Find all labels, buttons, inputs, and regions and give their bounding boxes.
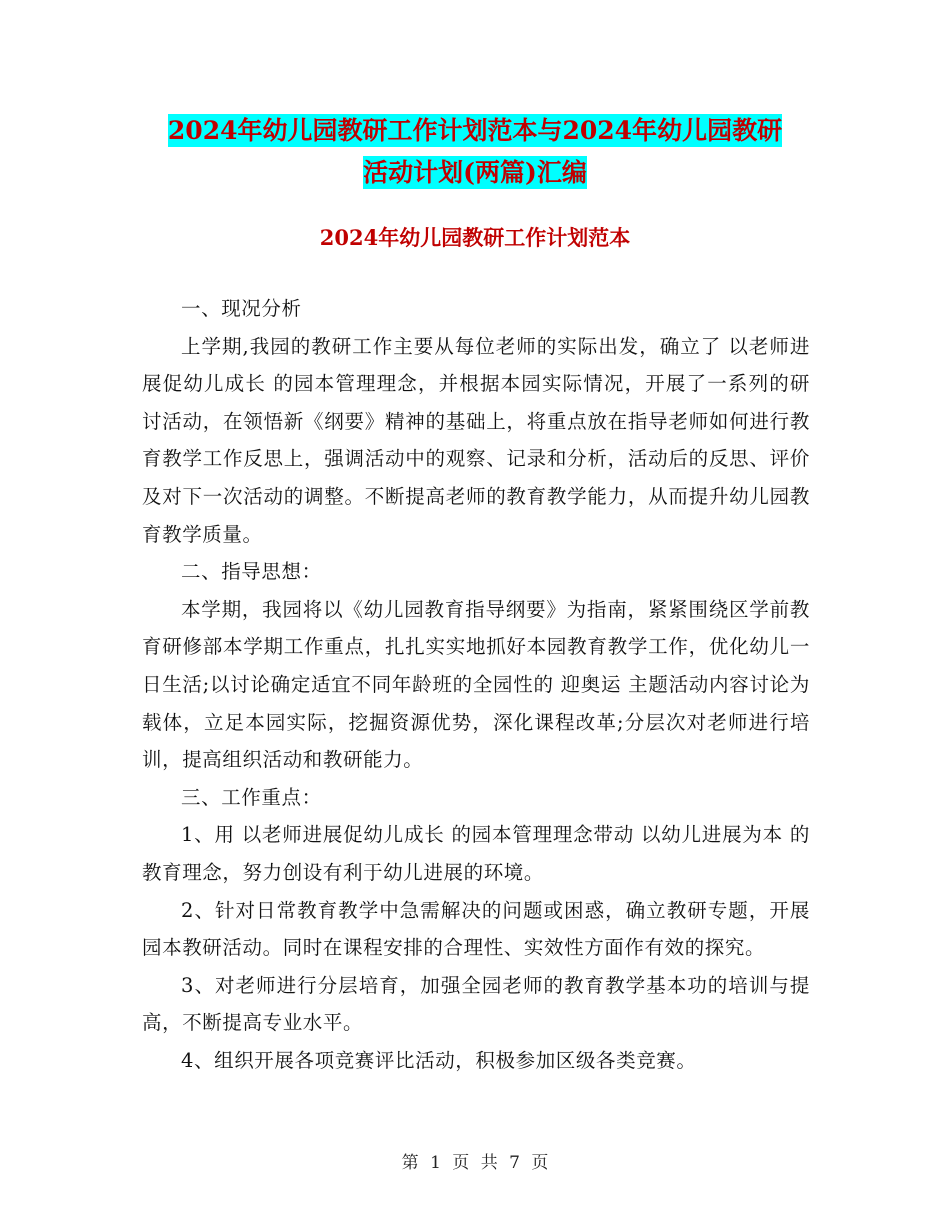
- work-focus-item-3: 3、对老师进行分层培育，加强全园老师的教育教学基本功的培训与提高，不断提高专业水平。: [142, 973, 810, 1035]
- document-title-text-1: 2024年幼儿园教研工作计划范本与2024年幼儿园教研: [167, 116, 783, 145]
- document-title-text-2: 活动计划(两篇)汇编: [363, 158, 587, 187]
- document-title-line-2: [140, 150, 810, 196]
- work-focus-item-1: 1、用 以老师进展促幼儿成长 的园本管理理念带动 以幼儿进展为本 的教育理念，努力创设有利于幼儿进展的环境。: [142, 823, 810, 884]
- work-focus-item-4: 4、组织开展各项竞赛评比活动，积极参加区级各类竞赛。: [181, 1048, 697, 1072]
- heading-status-analysis: 一、现况分析: [181, 297, 302, 320]
- paragraph-status-analysis: 上学期,我园的教研工作主要从每位老师的实际出发，确立了 以老师进展促幼儿成长 的园本管理理念，并根据本园实际情况，开展了一系列的研讨活动，在领悟新《纲要》精神的基础上，将重点放在指导老师如何进行教育教学工作反思上，强调活动中的观察、记录和分析，活动后的反思、评价及对下一次活动的调整。不断提高老师的教育教学能力，从而提升幼儿园教育教学质量。: [142, 334, 810, 546]
- page-footer: 第 1 页 共 7 页: [401, 1153, 549, 1173]
- document-title-line-1: [140, 108, 810, 154]
- work-focus-item-2: 2、针对日常教育教学中急需解决的问题或困惑，确立教研专题，开展园本教研活动。同时在课程安排的合理性、实效性方面作有效的探究。: [142, 898, 810, 960]
- section-title: 2024年幼儿园教研工作计划范本: [319, 225, 631, 250]
- heading-guiding-ideology: 二、指导思想：: [181, 560, 322, 584]
- paragraph-guiding-ideology: 本学期，我园将以《幼儿园教育指导纲要》为指南，紧紧围绕区学前教育研修部本学期工作重点，扎扎实实地抓好本园教育教学工作，优化幼儿一日生活;以讨论确定适宜不同年龄班的全园性的 迎奥运 主题活动内容讨论为载体，立足本园实际，挖掘资源优势，深化课程改革;分层次对老师进行培训，提高组织活动和教研能力。: [142, 597, 810, 772]
- body-text: [142, 290, 810, 1079]
- heading-work-focus: 三、工作重点：: [181, 785, 322, 809]
